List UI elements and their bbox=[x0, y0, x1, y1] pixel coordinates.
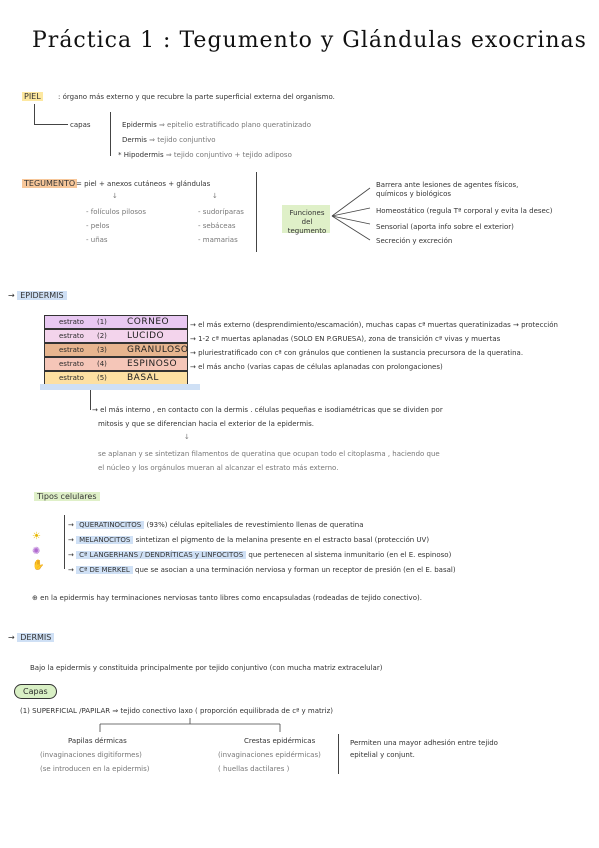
funcion-barrera: Barrera ante lesiones de agentes físicos, químicos y biológicos bbox=[376, 181, 519, 198]
corneo-desc: → el más externo (desprendimiento/escamación), muchas capas cª muertas queratinizadas → protección bbox=[190, 321, 558, 329]
glandulas-arrow: ↓ bbox=[212, 192, 218, 200]
tipo-queratinocitos: → QUERATINOCITOS (93%) células epiteliales de revestimiento llenas de queratina bbox=[68, 521, 364, 529]
granuloso-desc: → pluriestratificado con cª con gránulos que contienen la sustancia precursora de la queratina. bbox=[190, 349, 524, 357]
page-title: Práctica 1 : Tegumento y Glándulas exocrinas bbox=[32, 28, 587, 53]
piel-connector-h bbox=[34, 124, 68, 125]
funciones-label: Funciones del tegumento bbox=[287, 209, 327, 235]
epidermis-heading: → EPIDERMIS bbox=[8, 291, 67, 300]
funcion-sensorial: Sensorial (aporta info sobre el exterior) bbox=[376, 223, 514, 231]
espinoso-desc: → el más ancho (varias capas de células aplanadas con prolongaciones) bbox=[190, 363, 443, 371]
stratum-lucido: estrato (2) LUCIDO bbox=[44, 329, 188, 343]
stratum-basal: estrato (5) BASAL bbox=[44, 371, 188, 385]
anexo-item: - uñas bbox=[86, 236, 108, 244]
papilas-note: (se introducen en la epidermis) bbox=[40, 765, 150, 773]
stratum-granuloso: estrato (3) GRANULOSO bbox=[44, 343, 188, 357]
tegumento-label: TEGUMENTO bbox=[24, 179, 76, 188]
basal-note-arrow: ↓ bbox=[184, 433, 190, 441]
lucido-desc: → 1-2 cª muertas aplanadas (SOLO EN P.GRUESA), zona de transición cª vivas y muertas bbox=[190, 335, 501, 343]
tegumento-brace bbox=[256, 172, 257, 252]
capa-superficial: (1) SUPERFICIAL /PAPILAR ⇒ tejido conectivo laxo ( proporción equilibrada de cª y matriz) bbox=[20, 707, 334, 715]
permiten-text: Permiten una mayor adhesión entre tejido epitelial y conjunt. bbox=[350, 739, 498, 759]
crestas-note: (invaginaciones epidérmicas) bbox=[218, 751, 321, 759]
dermis-definition: Bajo la epidermis y constituida principalmente por tejido conjuntivo (con mucha matriz extracelular) bbox=[30, 664, 383, 672]
stratum-corneo: estrato (1) CORNEO bbox=[44, 315, 188, 329]
piel-definition: : órgano más externo y que recubre la parte superficial externa del organismo. bbox=[58, 93, 335, 101]
tipos-footnote: ⊕ en la epidermis hay terminaciones nerviosas tanto libres como encapsuladas (rodeadas de tejido conectivo). bbox=[32, 594, 422, 602]
hand-icon: ✋ bbox=[32, 560, 45, 571]
capa-epidermis: Epidermis ⇒ epitelio estratificado plano queratinizado bbox=[122, 121, 311, 129]
capa-hipodermis: * Hipodermis ⇒ tejido conjuntivo + tejido adiposo bbox=[118, 151, 292, 159]
glandula-item: - sudoríparas bbox=[198, 208, 244, 216]
funciones-arrows bbox=[330, 184, 374, 246]
basal-desc-1: → el más interno , en contacto con la dermis . células pequeñas e isodiamétricas que se dividen por bbox=[92, 406, 443, 414]
tipo-langerhans: → Cª LANGERHANS / DENDRÍTICAS y LINFOCITOS que pertenecen al sistema inmunitario (en el E. espinoso) bbox=[68, 551, 452, 559]
funcion-secrecion: Secreción y excreción bbox=[376, 237, 453, 245]
capa-dermis: Dermis ⇒ tejido conjuntivo bbox=[122, 136, 216, 144]
crestas-note: ( huellas dactilares ) bbox=[218, 765, 290, 773]
basal-connector bbox=[90, 390, 91, 410]
papilas-note: (invaginaciones digitiformes) bbox=[40, 751, 142, 759]
tipo-merkel: → Cª DE MERKEL que se asocian a una terminación nerviosa y forman un receptor de presión (en el E. basal) bbox=[68, 566, 456, 574]
stratum-espinoso: estrato (4) ESPINOSO bbox=[44, 357, 188, 371]
tegumento-formula: = piel + anexos cutáneos + glándulas bbox=[76, 180, 211, 188]
dermis-heading: → DERMIS bbox=[8, 633, 54, 642]
basal-note-2: el núcleo y los orgánulos mueran al alcanzar el estrato más externo. bbox=[98, 464, 339, 472]
glandula-item: - mamarias bbox=[198, 236, 238, 244]
tipo-melanocitos: → MELANOCITOS sintetizan el pigmento de la melanina presente en el estracto basal (protección UV) bbox=[68, 536, 430, 544]
capas-brace bbox=[110, 112, 111, 156]
sun-icon: ☀ bbox=[32, 531, 41, 542]
crestas-label: Crestas epidérmicas bbox=[244, 737, 316, 745]
permiten-brace bbox=[338, 734, 339, 774]
anexo-item: - folículos pilosos bbox=[86, 208, 146, 216]
piel-connector bbox=[34, 104, 35, 124]
tipos-connector bbox=[64, 515, 65, 569]
anexo-item: - pelos bbox=[86, 222, 110, 230]
anexos-arrow: ↓ bbox=[112, 192, 118, 200]
capas-label: capas bbox=[70, 121, 91, 129]
capas-pill: Capas bbox=[14, 684, 57, 699]
glandula-item: - sebáceas bbox=[198, 222, 236, 230]
funcion-homeostatico: Homeostático (regula Tª corporal y evita la desec) bbox=[376, 207, 553, 215]
basal-note-1: se aplanan y se sintetizan filamentos de queratina que ocupan todo el citoplasma , haciendo que bbox=[98, 450, 440, 458]
capa1-branches bbox=[80, 716, 300, 734]
papilas-label: Papilas dérmicas bbox=[68, 737, 127, 745]
cell-icon: ✺ bbox=[32, 546, 41, 557]
piel-label: PIEL bbox=[24, 92, 41, 101]
basal-desc-2: mitosis y que se diferencian hacia el exterior de la epidermis. bbox=[98, 420, 314, 428]
tipos-heading: Tipos celulares bbox=[34, 492, 100, 501]
basal-underline bbox=[40, 384, 200, 390]
